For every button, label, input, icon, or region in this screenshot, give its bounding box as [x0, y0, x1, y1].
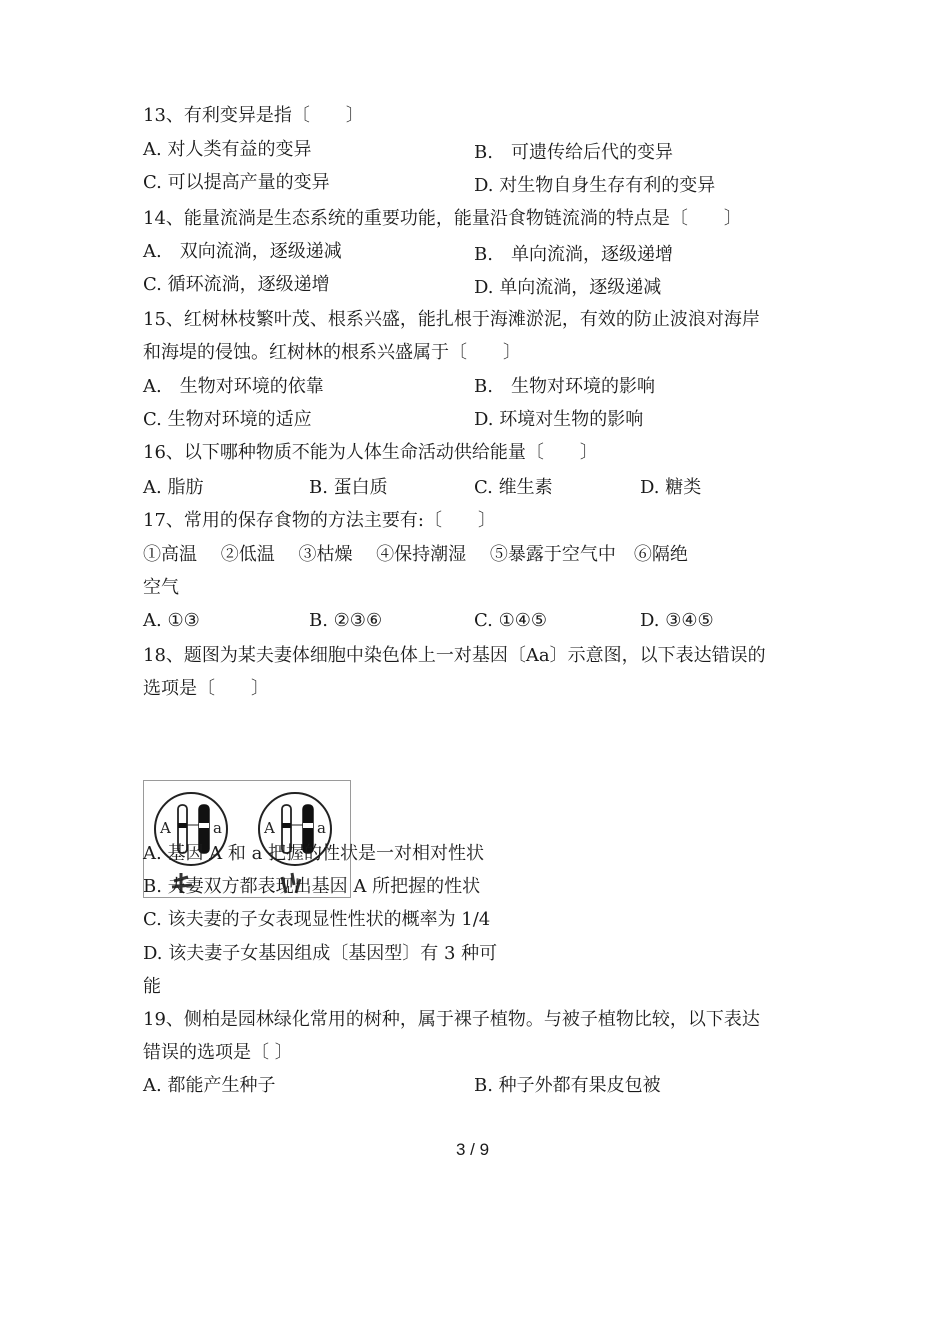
q15-option-d: D. 环境对生物的影响 [474, 409, 644, 430]
gene-label-a: a [213, 819, 222, 837]
q15-stem-line1: 15、红树林枝繁叶茂、根系兴盛，能扎根于海滩淤泥，有效的防止波浪对海岸 [143, 309, 760, 330]
q19-stem-line1: 19、侧柏是园林绿化常用的树种，属于裸子植物。与被子植物比较，以下表达 [143, 1009, 760, 1030]
q14-option-a: A. 双向流淌，逐级递减 [143, 241, 342, 262]
page-number: 3 / 9 [456, 1140, 490, 1159]
q18-option-d-cont: 能 [143, 976, 161, 997]
q18-option-d: D. 该夫妻子女基因组成〔基因型〕有 3 种可 [143, 943, 498, 964]
q16-stem: 16、以下哪种物质不能为人体生命活动供给能量〔 〕 [143, 442, 598, 463]
q18-option-c: C. 该夫妻的子女表现显性性状的概率为 1/4 [143, 909, 491, 930]
q19-option-b: B. 种子外都有果皮包被 [474, 1075, 661, 1096]
q13-option-a: A. 对人类有益的变异 [143, 139, 312, 160]
q19-option-a: A. 都能产生种子 [143, 1075, 276, 1096]
q15-stem-line2: 和海堤的侵蚀。红树林的根系兴盛属于〔 〕 [143, 342, 521, 363]
q19-stem-line2: 错误的选项是〔 〕 [143, 1042, 293, 1063]
q13-option-d: D. 对生物自身生存有利的变异 [474, 175, 716, 196]
q14-option-d: D. 单向流淌，逐级递减 [474, 277, 662, 298]
q15-option-a: A. 生物对环境的依靠 [143, 376, 324, 397]
q17-items: ①高温 ②低温 ③枯燥 ④保持潮湿 ⑤暴露于空气中 ⑥隔绝 [143, 544, 688, 565]
q15-option-b: B. 生物对环境的影响 [474, 376, 655, 397]
q18-option-a: A. 基因 A 和 a 把握的性状是一对相对性状 [143, 843, 485, 864]
q17-option-b: B. ②③⑥ [309, 610, 383, 631]
q17-option-a: A. ①③ [143, 610, 200, 631]
q13-option-b: B. 可遗传给后代的变异 [474, 142, 673, 163]
q16-option-b: B. 蛋白质 [309, 477, 388, 498]
q18-option-b: B. 夫妻双方都表现出基因 A 所把握的性状 [143, 876, 481, 897]
q13-option-c: C. 可以提高产量的变异 [143, 172, 330, 193]
q13-stem: 13、有利变异是指〔 〕 [143, 105, 364, 126]
q17-items-cont: 空气 [143, 577, 179, 598]
q17-option-d: D. ③④⑤ [640, 610, 714, 631]
gene-label-A: A [264, 819, 275, 837]
q16-option-d: D. 糖类 [640, 477, 702, 498]
q14-option-c: C. 循环流淌，逐级递增 [143, 274, 330, 295]
gene-label-A: A [160, 819, 171, 837]
q18-stem-line2: 选项是〔 〕 [143, 678, 269, 699]
q16-option-c: C. 维生素 [474, 477, 553, 498]
q17-option-c: C. ①④⑤ [474, 610, 547, 631]
q17-stem: 17、常用的保存食物的方法主要有:〔 〕 [143, 510, 496, 531]
q16-option-a: A. 脂肪 [143, 477, 204, 498]
gene-label-a: a [317, 819, 326, 837]
q14-option-b: B. 单向流淌，逐级递增 [474, 244, 673, 265]
q18-stem-line1: 18、题图为某夫妻体细胞中染色体上一对基因〔Aa〕示意图，以下表达错误的 [143, 645, 766, 666]
q15-option-c: C. 生物对环境的适应 [143, 409, 312, 430]
q14-stem: 14、能量流淌是生态系统的重要功能，能量沿食物链流淌的特点是〔 〕 [143, 208, 742, 229]
